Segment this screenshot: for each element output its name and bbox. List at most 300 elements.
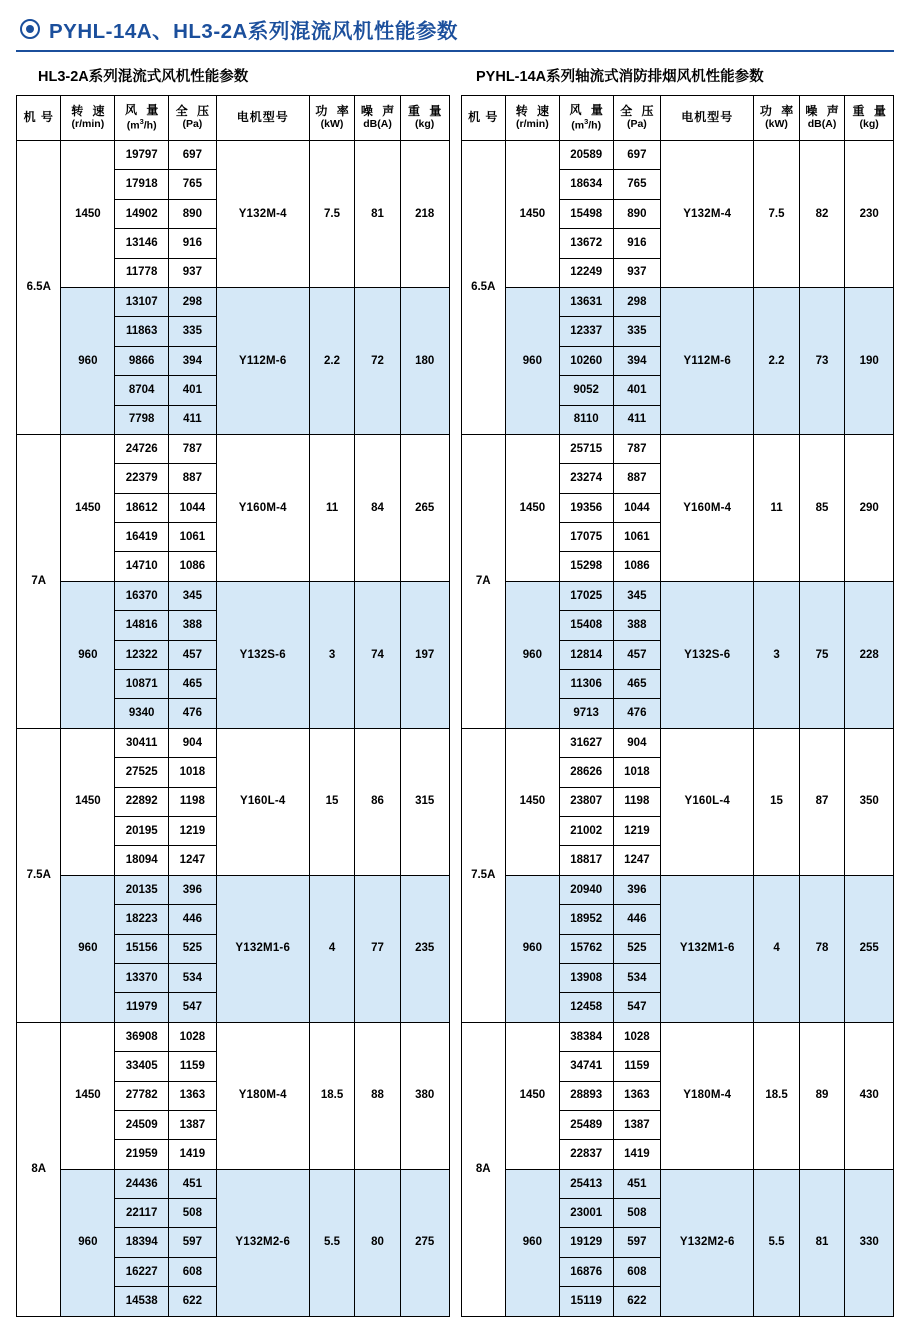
col-header-label: 机 号 bbox=[468, 110, 499, 125]
cell-flow: 24509 bbox=[115, 1110, 169, 1139]
cell-pressure: 1419 bbox=[169, 1140, 217, 1169]
col-header-label: 全 压 bbox=[620, 104, 657, 119]
cell-flow: 34741 bbox=[559, 1052, 613, 1081]
cell-machine-no: 6.5A bbox=[17, 141, 61, 435]
col-header-label: 噪 声 bbox=[360, 104, 398, 119]
cell-flow: 23001 bbox=[559, 1199, 613, 1228]
cell-flow: 20940 bbox=[559, 875, 613, 904]
cell-weight: 180 bbox=[400, 287, 449, 434]
col-header-noise bbox=[799, 96, 845, 141]
cell-flow: 13370 bbox=[115, 963, 169, 992]
cell-flow: 9340 bbox=[115, 699, 169, 728]
col-header-unit: (Pa) bbox=[626, 118, 647, 131]
cell-flow: 15762 bbox=[559, 934, 613, 963]
cell-flow: 22379 bbox=[115, 464, 169, 493]
cell-pressure: 457 bbox=[613, 640, 661, 669]
performance-table-hl3-2a bbox=[16, 95, 450, 1317]
cell-pressure: 335 bbox=[613, 317, 661, 346]
table-row bbox=[17, 434, 450, 463]
cell-pressure: 937 bbox=[169, 258, 217, 287]
col-header-label: 转 速 bbox=[515, 104, 553, 119]
cell-pressure: 597 bbox=[169, 1228, 217, 1257]
cell-noise: 85 bbox=[799, 434, 845, 581]
cell-weight: 265 bbox=[400, 434, 449, 581]
cell-flow: 18612 bbox=[115, 493, 169, 522]
cell-flow: 17025 bbox=[559, 581, 613, 610]
col-header-label: 功 率 bbox=[759, 104, 797, 119]
cell-flow: 25489 bbox=[559, 1110, 613, 1139]
cell-pressure: 890 bbox=[613, 199, 661, 228]
cell-pressure: 1387 bbox=[169, 1110, 217, 1139]
col-header-unit: $(m^3/h)$ bbox=[126, 117, 157, 132]
cell-weight: 380 bbox=[400, 1022, 449, 1169]
cell-flow: 36908 bbox=[115, 1022, 169, 1051]
cell-flow: 11979 bbox=[115, 993, 169, 1022]
cell-pressure: 1061 bbox=[613, 523, 661, 552]
col-header-unit: $(m^3/h)$ bbox=[571, 117, 602, 132]
cell-pressure: 1018 bbox=[169, 758, 217, 787]
cell-pressure: 697 bbox=[169, 141, 217, 170]
cell-weight: 228 bbox=[845, 581, 894, 728]
col-header-label: 电机型号 bbox=[681, 110, 734, 125]
cell-pressure: 401 bbox=[169, 376, 217, 405]
cell-flow: 38384 bbox=[559, 1022, 613, 1051]
cell-flow: 18394 bbox=[115, 1228, 169, 1257]
cell-speed: 960 bbox=[61, 581, 115, 728]
table-row bbox=[461, 581, 894, 610]
cell-flow: 15498 bbox=[559, 199, 613, 228]
subtitle-right: PYHL-14A系列轴流式消防排烟风机性能参数 bbox=[476, 69, 764, 85]
cell-pressure: 335 bbox=[169, 317, 217, 346]
cell-flow: 28893 bbox=[559, 1081, 613, 1110]
cell-pressure: 1086 bbox=[613, 552, 661, 581]
subtitle-left: HL3-2A系列混流式风机性能参数 bbox=[38, 69, 249, 85]
performance-table-pyhl-14a bbox=[461, 95, 895, 1317]
col-header-machine bbox=[461, 96, 505, 141]
cell-noise: 82 bbox=[799, 141, 845, 288]
cell-pressure: 446 bbox=[613, 905, 661, 934]
cell-flow: 9713 bbox=[559, 699, 613, 728]
cell-noise: 73 bbox=[799, 287, 845, 434]
cell-pressure: 525 bbox=[613, 934, 661, 963]
cell-noise: 81 bbox=[799, 1169, 845, 1316]
cell-speed: 1450 bbox=[61, 1022, 115, 1169]
cell-pressure: 446 bbox=[169, 905, 217, 934]
cell-pressure: 394 bbox=[613, 346, 661, 375]
cell-flow: 27782 bbox=[115, 1081, 169, 1110]
table-row bbox=[17, 1169, 450, 1198]
cell-motor-model: Y132S-6 bbox=[661, 581, 754, 728]
col-header-unit: (r/min) bbox=[516, 118, 549, 131]
table-header-row bbox=[17, 96, 450, 141]
cell-pressure: 388 bbox=[613, 611, 661, 640]
col-header-label: 全 压 bbox=[175, 104, 213, 119]
table-row bbox=[17, 581, 450, 610]
cell-speed: 960 bbox=[505, 1169, 559, 1316]
cell-weight: 197 bbox=[400, 581, 449, 728]
col-header-label: 机 号 bbox=[23, 110, 54, 125]
cell-noise: 87 bbox=[799, 728, 845, 875]
cell-power: 2.2 bbox=[754, 287, 800, 434]
cell-pressure: 622 bbox=[169, 1287, 217, 1316]
cell-flow: 22117 bbox=[115, 1199, 169, 1228]
cell-flow: 23274 bbox=[559, 464, 613, 493]
cell-speed: 1450 bbox=[61, 728, 115, 875]
cell-flow: 18952 bbox=[559, 905, 613, 934]
col-header-weight bbox=[400, 96, 449, 141]
cell-pressure: 1198 bbox=[613, 787, 661, 816]
cell-noise: 72 bbox=[355, 287, 401, 434]
cell-pressure: 465 bbox=[613, 670, 661, 699]
cell-motor-model: Y160M-4 bbox=[661, 434, 754, 581]
cell-flow: 13672 bbox=[559, 229, 613, 258]
cell-power: 3 bbox=[309, 581, 355, 728]
cell-flow: 20195 bbox=[115, 816, 169, 845]
cell-speed: 1450 bbox=[505, 728, 559, 875]
col-header-label: 功 率 bbox=[315, 104, 352, 119]
cell-pressure: 916 bbox=[169, 229, 217, 258]
table-row bbox=[461, 1169, 894, 1198]
col-header-press bbox=[169, 96, 217, 141]
cell-pressure: 411 bbox=[169, 405, 217, 434]
table-row bbox=[17, 875, 450, 904]
cell-pressure: 622 bbox=[613, 1287, 661, 1316]
cell-flow: 23807 bbox=[559, 787, 613, 816]
cell-motor-model: Y160M-4 bbox=[216, 434, 309, 581]
cell-flow: 17075 bbox=[559, 523, 613, 552]
cell-weight: 235 bbox=[400, 875, 449, 1022]
col-header-power bbox=[309, 96, 355, 141]
cell-machine-no: 7A bbox=[461, 434, 505, 728]
cell-flow: 8704 bbox=[115, 376, 169, 405]
tables-container bbox=[16, 95, 894, 1317]
cell-flow: 16227 bbox=[115, 1257, 169, 1286]
col-header-unit: (kg) bbox=[859, 118, 879, 131]
cell-flow: 11778 bbox=[115, 258, 169, 287]
cell-pressure: 388 bbox=[169, 611, 217, 640]
cell-pressure: 345 bbox=[169, 581, 217, 610]
cell-flow: 20135 bbox=[115, 875, 169, 904]
cell-pressure: 451 bbox=[169, 1169, 217, 1198]
cell-pressure: 394 bbox=[169, 346, 217, 375]
cell-power: 5.5 bbox=[309, 1169, 355, 1316]
cell-weight: 430 bbox=[845, 1022, 894, 1169]
cell-flow: 25413 bbox=[559, 1169, 613, 1198]
table-row bbox=[17, 287, 450, 316]
cell-flow: 24726 bbox=[115, 434, 169, 463]
cell-flow: 15408 bbox=[559, 611, 613, 640]
cell-flow: 12322 bbox=[115, 640, 169, 669]
cell-power: 15 bbox=[309, 728, 355, 875]
cell-flow: 8110 bbox=[559, 405, 613, 434]
cell-weight: 350 bbox=[845, 728, 894, 875]
cell-pressure: 1363 bbox=[169, 1081, 217, 1110]
cell-flow: 24436 bbox=[115, 1169, 169, 1198]
cell-power: 4 bbox=[754, 875, 800, 1022]
cell-speed: 960 bbox=[505, 287, 559, 434]
cell-weight: 230 bbox=[845, 141, 894, 288]
col-header-unit: dB(A) bbox=[363, 118, 392, 131]
cell-pressure: 697 bbox=[613, 141, 661, 170]
cell-speed: 1450 bbox=[61, 141, 115, 288]
cell-flow: 11863 bbox=[115, 317, 169, 346]
cell-power: 11 bbox=[754, 434, 800, 581]
cell-pressure: 904 bbox=[169, 728, 217, 757]
cell-pressure: 597 bbox=[613, 1228, 661, 1257]
cell-flow: 14816 bbox=[115, 611, 169, 640]
cell-flow: 22892 bbox=[115, 787, 169, 816]
cell-weight: 275 bbox=[400, 1169, 449, 1316]
cell-flow: 19797 bbox=[115, 141, 169, 170]
cell-power: 11 bbox=[309, 434, 355, 581]
cell-pressure: 401 bbox=[613, 376, 661, 405]
cell-speed: 1450 bbox=[61, 434, 115, 581]
cell-speed: 1450 bbox=[505, 1022, 559, 1169]
cell-power: 15 bbox=[754, 728, 800, 875]
cell-machine-no: 7A bbox=[17, 434, 61, 728]
cell-flow: 16370 bbox=[115, 581, 169, 610]
cell-power: 7.5 bbox=[309, 141, 355, 288]
cell-pressure: 765 bbox=[169, 170, 217, 199]
table-row bbox=[461, 875, 894, 904]
cell-motor-model: Y160L-4 bbox=[661, 728, 754, 875]
cell-flow: 7798 bbox=[115, 405, 169, 434]
page-title: PYHL-14A、HL3-2A系列混流风机性能参数 bbox=[49, 20, 458, 43]
cell-pressure: 1219 bbox=[169, 816, 217, 845]
col-header-label: 风 量 bbox=[125, 102, 162, 117]
col-header-label: 转 速 bbox=[71, 104, 108, 119]
cell-pressure: 508 bbox=[613, 1199, 661, 1228]
cell-pressure: 396 bbox=[169, 875, 217, 904]
cell-flow: 22837 bbox=[559, 1140, 613, 1169]
cell-flow: 14538 bbox=[115, 1287, 169, 1316]
cell-pressure: 1219 bbox=[613, 816, 661, 845]
cell-speed: 960 bbox=[505, 875, 559, 1022]
col-header-power bbox=[754, 96, 800, 141]
cell-pressure: 451 bbox=[613, 1169, 661, 1198]
cell-pressure: 534 bbox=[169, 963, 217, 992]
cell-pressure: 1419 bbox=[613, 1140, 661, 1169]
col-header-unit: (Pa) bbox=[182, 118, 203, 131]
cell-flow: 33405 bbox=[115, 1052, 169, 1081]
cell-motor-model: Y180M-4 bbox=[216, 1022, 309, 1169]
col-header-label: 噪 声 bbox=[805, 104, 842, 119]
cell-flow: 21002 bbox=[559, 816, 613, 845]
table-header-row bbox=[461, 96, 894, 141]
cell-pressure: 457 bbox=[169, 640, 217, 669]
cell-pressure: 1247 bbox=[613, 846, 661, 875]
cell-flow: 27525 bbox=[115, 758, 169, 787]
cell-noise: 74 bbox=[355, 581, 401, 728]
cell-motor-model: Y160L-4 bbox=[216, 728, 309, 875]
col-header-label: 电机型号 bbox=[236, 110, 289, 125]
cell-power: 3 bbox=[754, 581, 800, 728]
col-header-flow bbox=[115, 96, 169, 141]
cell-flow: 15156 bbox=[115, 934, 169, 963]
col-header-flow bbox=[559, 96, 613, 141]
cell-pressure: 1028 bbox=[613, 1022, 661, 1051]
cell-noise: 80 bbox=[355, 1169, 401, 1316]
cell-flow: 10260 bbox=[559, 346, 613, 375]
cell-flow: 17918 bbox=[115, 170, 169, 199]
cell-speed: 960 bbox=[61, 1169, 115, 1316]
cell-pressure: 1198 bbox=[169, 787, 217, 816]
cell-pressure: 937 bbox=[613, 258, 661, 287]
cell-flow: 25715 bbox=[559, 434, 613, 463]
cell-flow: 18223 bbox=[115, 905, 169, 934]
cell-pressure: 298 bbox=[613, 287, 661, 316]
cell-flow: 12337 bbox=[559, 317, 613, 346]
cell-flow: 13631 bbox=[559, 287, 613, 316]
cell-motor-model: Y132M1-6 bbox=[661, 875, 754, 1022]
cell-pressure: 1044 bbox=[613, 493, 661, 522]
cell-pressure: 1018 bbox=[613, 758, 661, 787]
col-header-unit: (kW) bbox=[765, 118, 788, 131]
cell-pressure: 887 bbox=[613, 464, 661, 493]
cell-speed: 1450 bbox=[505, 434, 559, 581]
cell-machine-no: 8A bbox=[17, 1022, 61, 1316]
cell-flow: 16876 bbox=[559, 1257, 613, 1286]
col-header-label: 重 量 bbox=[407, 104, 445, 119]
table-row bbox=[461, 1022, 894, 1051]
table-row bbox=[17, 141, 450, 170]
cell-pressure: 476 bbox=[169, 699, 217, 728]
cell-pressure: 525 bbox=[169, 934, 217, 963]
col-header-speed bbox=[61, 96, 115, 141]
cell-motor-model: Y132M1-6 bbox=[216, 875, 309, 1022]
col-header-model bbox=[216, 96, 309, 141]
cell-power: 2.2 bbox=[309, 287, 355, 434]
cell-pressure: 765 bbox=[613, 170, 661, 199]
cell-pressure: 1044 bbox=[169, 493, 217, 522]
cell-flow: 12814 bbox=[559, 640, 613, 669]
cell-noise: 77 bbox=[355, 875, 401, 1022]
cell-pressure: 904 bbox=[613, 728, 661, 757]
col-header-speed bbox=[505, 96, 559, 141]
table-row bbox=[17, 1022, 450, 1051]
col-header-press bbox=[613, 96, 661, 141]
cell-motor-model: Y132M2-6 bbox=[661, 1169, 754, 1316]
cell-flow: 30411 bbox=[115, 728, 169, 757]
page-header bbox=[16, 14, 894, 44]
cell-flow: 19129 bbox=[559, 1228, 613, 1257]
col-header-label: 风 量 bbox=[569, 102, 606, 117]
cell-flow: 10871 bbox=[115, 670, 169, 699]
col-header-machine bbox=[17, 96, 61, 141]
cell-machine-no: 6.5A bbox=[461, 141, 505, 435]
cell-pressure: 1159 bbox=[169, 1052, 217, 1081]
cell-noise: 78 bbox=[799, 875, 845, 1022]
cell-pressure: 396 bbox=[613, 875, 661, 904]
col-header-noise bbox=[355, 96, 401, 141]
cell-motor-model: Y112M-6 bbox=[216, 287, 309, 434]
cell-weight: 190 bbox=[845, 287, 894, 434]
table-row bbox=[461, 434, 894, 463]
cell-pressure: 608 bbox=[169, 1257, 217, 1286]
cell-weight: 255 bbox=[845, 875, 894, 1022]
cell-flow: 9866 bbox=[115, 346, 169, 375]
table-row bbox=[461, 287, 894, 316]
cell-flow: 18094 bbox=[115, 846, 169, 875]
cell-flow: 11306 bbox=[559, 670, 613, 699]
cell-flow: 13908 bbox=[559, 963, 613, 992]
cell-flow: 18634 bbox=[559, 170, 613, 199]
cell-pressure: 887 bbox=[169, 464, 217, 493]
cell-motor-model: Y132M2-6 bbox=[216, 1169, 309, 1316]
cell-pressure: 787 bbox=[169, 434, 217, 463]
cell-flow: 14902 bbox=[115, 199, 169, 228]
cell-pressure: 476 bbox=[613, 699, 661, 728]
cell-power: 4 bbox=[309, 875, 355, 1022]
cell-pressure: 1247 bbox=[169, 846, 217, 875]
col-header-unit: (kg) bbox=[415, 118, 435, 131]
cell-speed: 1450 bbox=[505, 141, 559, 288]
cell-speed: 960 bbox=[505, 581, 559, 728]
cell-pressure: 787 bbox=[613, 434, 661, 463]
cell-pressure: 1387 bbox=[613, 1110, 661, 1139]
table-row bbox=[461, 141, 894, 170]
cell-motor-model: Y112M-6 bbox=[661, 287, 754, 434]
cell-pressure: 916 bbox=[613, 229, 661, 258]
cell-speed: 960 bbox=[61, 287, 115, 434]
cell-flow: 13107 bbox=[115, 287, 169, 316]
cell-pressure: 1159 bbox=[613, 1052, 661, 1081]
cell-flow: 12249 bbox=[559, 258, 613, 287]
cell-pressure: 890 bbox=[169, 199, 217, 228]
cell-pressure: 411 bbox=[613, 405, 661, 434]
cell-power: 5.5 bbox=[754, 1169, 800, 1316]
cell-flow: 20589 bbox=[559, 141, 613, 170]
cell-flow: 13146 bbox=[115, 229, 169, 258]
header-divider bbox=[16, 50, 894, 52]
cell-machine-no: 7.5A bbox=[461, 728, 505, 1022]
cell-noise: 88 bbox=[355, 1022, 401, 1169]
cell-pressure: 508 bbox=[169, 1199, 217, 1228]
col-header-unit: dB(A) bbox=[807, 118, 837, 131]
target-circle-icon bbox=[20, 19, 40, 39]
cell-pressure: 547 bbox=[169, 993, 217, 1022]
cell-machine-no: 7.5A bbox=[17, 728, 61, 1022]
col-header-label: 重 量 bbox=[852, 104, 889, 119]
col-header-weight bbox=[845, 96, 894, 141]
table-row bbox=[17, 728, 450, 757]
cell-noise: 75 bbox=[799, 581, 845, 728]
cell-pressure: 1028 bbox=[169, 1022, 217, 1051]
cell-flow: 16419 bbox=[115, 523, 169, 552]
cell-pressure: 345 bbox=[613, 581, 661, 610]
cell-motor-model: Y132M-4 bbox=[661, 141, 754, 288]
cell-noise: 84 bbox=[355, 434, 401, 581]
cell-pressure: 547 bbox=[613, 993, 661, 1022]
cell-flow: 9052 bbox=[559, 376, 613, 405]
cell-pressure: 534 bbox=[613, 963, 661, 992]
cell-flow: 12458 bbox=[559, 993, 613, 1022]
cell-flow: 31627 bbox=[559, 728, 613, 757]
cell-motor-model: Y180M-4 bbox=[661, 1022, 754, 1169]
cell-flow: 21959 bbox=[115, 1140, 169, 1169]
cell-pressure: 1086 bbox=[169, 552, 217, 581]
col-header-model bbox=[661, 96, 754, 141]
col-header-unit: (r/min) bbox=[71, 118, 105, 131]
cell-motor-model: Y132S-6 bbox=[216, 581, 309, 728]
cell-weight: 290 bbox=[845, 434, 894, 581]
cell-power: 7.5 bbox=[754, 141, 800, 288]
cell-flow: 15298 bbox=[559, 552, 613, 581]
cell-flow: 19356 bbox=[559, 493, 613, 522]
cell-weight: 315 bbox=[400, 728, 449, 875]
cell-noise: 81 bbox=[355, 141, 401, 288]
cell-flow: 14710 bbox=[115, 552, 169, 581]
